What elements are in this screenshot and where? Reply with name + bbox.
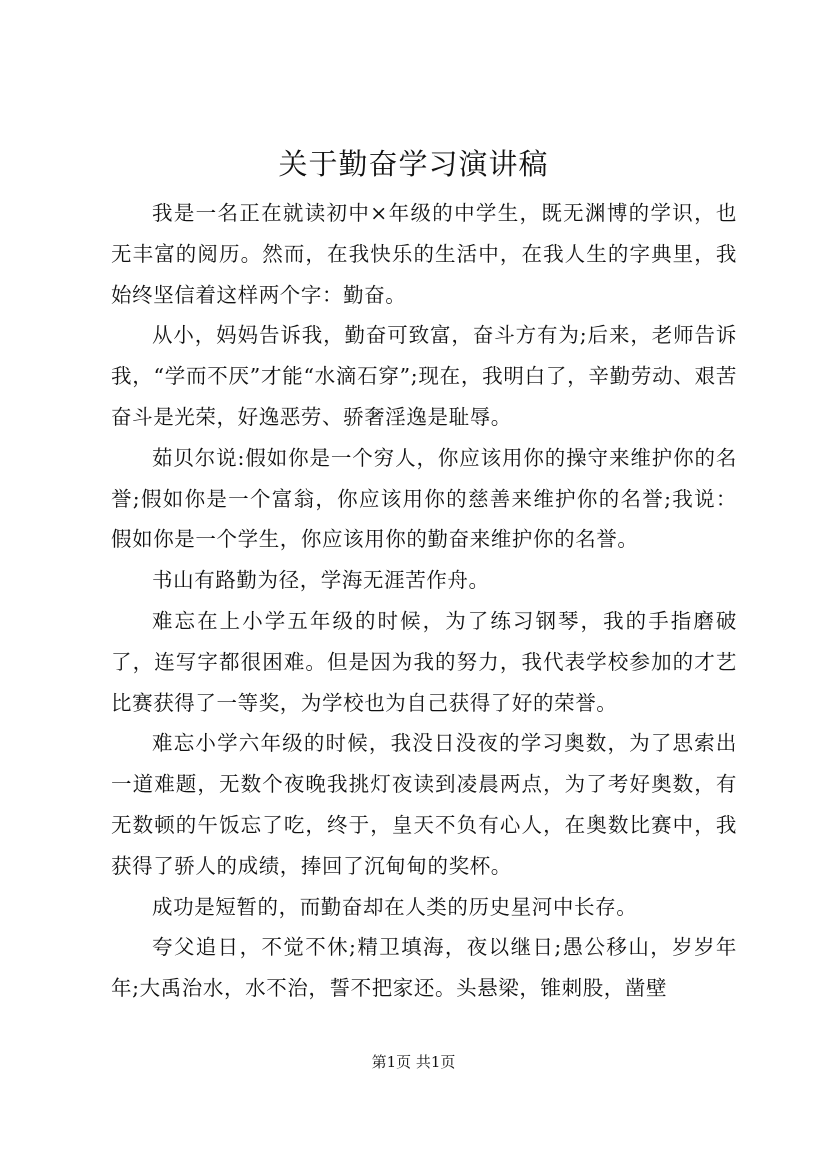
paragraph: 我是一名正在就读初中×年级的中学生，既无渊博的学识，也无丰富的阅历。然而，在我快乐的生活中，在我人生的字典里，我始终坚信着这样两个字：勤奋。 (111, 201, 737, 307)
paragraph: 难忘在上小学五年级的时候，为了练习钢琴，我的手指磨破了，连写字都很困难。但是因为我的努力，我代表学校参加的才艺比赛获得了一等奖，为学校也为自己获得了好的荣誉。 (111, 608, 737, 715)
paragraph: 夸父追日，不觉不休;精卫填海，夜以继日;愚公移山，岁岁年年;大禹治水，水不治，誓不把家还。头悬梁，锥刺股，凿壁 (111, 935, 737, 1001)
document-body (111, 193, 737, 1009)
paragraph: 从小，妈妈告诉我，勤奋可致富，奋斗方有为;后来，老师告诉我，“学而不厌”才能“水滴石穿”;现在，我明白了，辛勤劳动、艰苦奋斗是光荣，好逸恶劳、骄奢淫逸是耻辱。 (111, 323, 737, 429)
document-title: 关于勤奋学习演讲稿 (278, 147, 549, 181)
paragraph: 书山有路勤为径，学海无涯苦作舟。 (152, 568, 490, 593)
page-number-footer: 第1页 共1页 (371, 1053, 456, 1071)
paragraph: 茹贝尔说:假如你是一个穷人，你应该用你的操守来维护你的名誉;假如你是一个富翁，你应该用你的慈善来维护你的名誉;我说：假如你是一个学生，你应该用你的勤奋来维护你的名誉。 (111, 445, 737, 552)
paragraph: 成功是短暂的，而勤奋却在人类的历史星河中长存。 (152, 894, 638, 919)
paragraph: 难忘小学六年级的时候，我没日没夜的学习奥数，为了思索出一道难题，无数个夜晚我挑灯夜读到凌晨两点，为了考好奥数，有无数顿的午饭忘了吃，终于，皇天不负有心人，在奥数比赛中，我获得了骄人的成绩，捧回了沉甸甸的奖杯。 (111, 731, 737, 878)
